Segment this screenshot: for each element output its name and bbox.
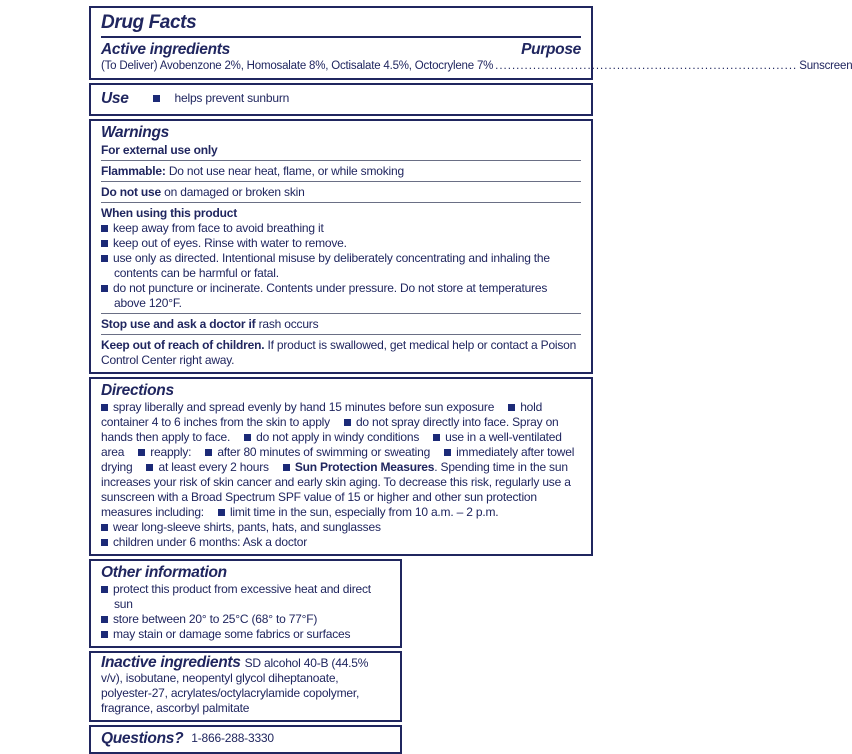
bullet-icon xyxy=(244,434,251,441)
section-questions xyxy=(89,725,402,754)
warning-bullet-item xyxy=(101,221,581,236)
warning-bullet-item xyxy=(101,236,581,251)
section-warnings xyxy=(89,119,593,374)
directions-bullet-item xyxy=(101,520,581,535)
active-ingredients-heading: Active ingredients xyxy=(101,41,230,58)
active-ingredients-value: (To Deliver) Avobenzone 2%, Homosalate 8%, Octisalate 4.5%, Octocrylene 7% xyxy=(101,60,494,72)
heavy-rule xyxy=(101,36,581,38)
warning-bullet-item xyxy=(101,251,581,281)
purpose-heading: Purpose xyxy=(521,41,581,58)
bullet-icon xyxy=(138,449,145,456)
questions-heading: Questions? xyxy=(101,730,184,747)
bullet-icon xyxy=(101,586,108,593)
purpose-value: Sunscreen xyxy=(799,60,852,72)
flammable-warning: Flammable: Do not use near heat, flame, or while smoking xyxy=(101,163,404,178)
other-info-bullet-item xyxy=(101,582,390,612)
questions-row xyxy=(101,729,390,748)
bullet-icon xyxy=(344,419,351,426)
directions-flow: spray liberally and spread evenly by hand 15 minutes before sun exposure hold container 4 to 6 inches from the skin to apply do not spray directly into face. Spray on hands then apply to face. do not apply in windy conditions use in a well-ventilated area reapply: after 80 minutes of swimming or sweating immediately after towel drying at least every 2 hours Sun Protection Measures. Spending time in the sun increases your risk of skin cancer and early skin aging. To decrease this risk, regularly use a sunscreen with a Broad Spectrum SPF value of 15 or higher and other sun protection measures including: limit time in the sun, especially from 10 a.m. – 2 p.m. xyxy=(101,400,575,519)
warning-bullet-text: keep away from face to avoid breathing it xyxy=(113,221,324,235)
active-purpose-header-row xyxy=(101,40,581,59)
bullet-icon xyxy=(283,464,290,471)
bullet-icon xyxy=(146,464,153,471)
use-heading: Use xyxy=(101,90,129,107)
separator-rule xyxy=(101,202,581,203)
bullet-icon xyxy=(101,225,108,232)
inactive-ingredients-text: SD alcohol 40-B (44.5% v/v), isobutane, neopentyl glycol diheptanoate, polyester-27, acrylates/octylacrylamide copolymer, fragrance, ascorbyl palmitate xyxy=(101,656,369,715)
section-directions xyxy=(89,377,593,556)
dotted-leader: ........................................................................ xyxy=(495,60,798,72)
bullet-icon xyxy=(101,524,108,531)
inactive-ingredients-heading: Inactive ingredients xyxy=(101,654,241,671)
use-row xyxy=(101,87,581,110)
external-use-only: For external use only xyxy=(101,142,218,157)
section-other-information xyxy=(89,559,402,648)
section-drug-facts xyxy=(89,6,852,80)
warning-bullet-text: keep out of eyes. Rinse with water to remove. xyxy=(113,236,347,250)
warning-bullet-text: use only as directed. Intentional misuse by deliberately concentrating and inhaling the contents can be harmful or fatal. xyxy=(113,251,550,280)
separator-rule xyxy=(101,181,581,182)
bullet-icon xyxy=(101,539,108,546)
bullet-icon xyxy=(101,631,108,638)
questions-phone: 1-866-288-3330 xyxy=(191,731,274,745)
directions-bullet-text: wear long-sleeve shirts, pants, hats, and sunglasses xyxy=(113,520,381,534)
directions-bullet-text: children under 6 months: Ask a doctor xyxy=(113,535,308,549)
other-information-heading: Other information xyxy=(101,564,227,581)
other-info-bullet-text: protect this product from excessive heat and direct sun xyxy=(113,582,371,611)
keep-out-of-reach-warning: Keep out of reach of children. If product is swallowed, get medical help or contact a Poison Control Center right away. xyxy=(101,337,577,367)
directions-heading: Directions xyxy=(101,382,174,399)
do-not-use-warning: Do not use on damaged or broken skin xyxy=(101,184,305,199)
bullet-icon xyxy=(205,449,212,456)
drug-facts-title: Drug Facts xyxy=(101,12,197,33)
other-info-bullet-item xyxy=(101,627,390,642)
bullet-icon xyxy=(218,509,225,516)
label-sections xyxy=(89,6,852,754)
other-info-bullet-text: store between 20° to 25°C (68° to 77°F) xyxy=(113,612,318,626)
section-use xyxy=(89,83,593,116)
active-ingredients-row xyxy=(101,59,852,74)
bullet-icon xyxy=(153,95,160,102)
warning-bullet-text: do not puncture or incinerate. Contents under pressure. Do not store at temperatures above 120°F. xyxy=(113,281,548,310)
bullet-icon xyxy=(101,616,108,623)
when-using-heading: When using this product xyxy=(101,205,238,220)
warnings-heading: Warnings xyxy=(101,124,169,141)
bullet-icon xyxy=(101,240,108,247)
other-info-bullet-text: may stain or damage some fabrics or surfaces xyxy=(113,627,351,641)
separator-rule xyxy=(101,313,581,314)
directions-bullet-item xyxy=(101,535,581,550)
bullet-icon xyxy=(508,404,515,411)
other-info-bullet-item xyxy=(101,612,390,627)
warning-bullet-item xyxy=(101,281,581,311)
use-text: helps prevent sunburn xyxy=(174,91,290,105)
separator-rule xyxy=(101,160,581,161)
section-inactive-ingredients xyxy=(89,651,402,722)
separator-rule xyxy=(101,334,581,335)
bullet-icon xyxy=(444,449,451,456)
inactive-ingredients-paragraph xyxy=(101,655,390,716)
bullet-icon xyxy=(101,404,108,411)
stop-use-warning: Stop use and ask a doctor if rash occurs xyxy=(101,316,319,331)
bullet-icon xyxy=(433,434,440,441)
bullet-icon xyxy=(101,255,108,262)
bullet-icon xyxy=(101,285,108,292)
